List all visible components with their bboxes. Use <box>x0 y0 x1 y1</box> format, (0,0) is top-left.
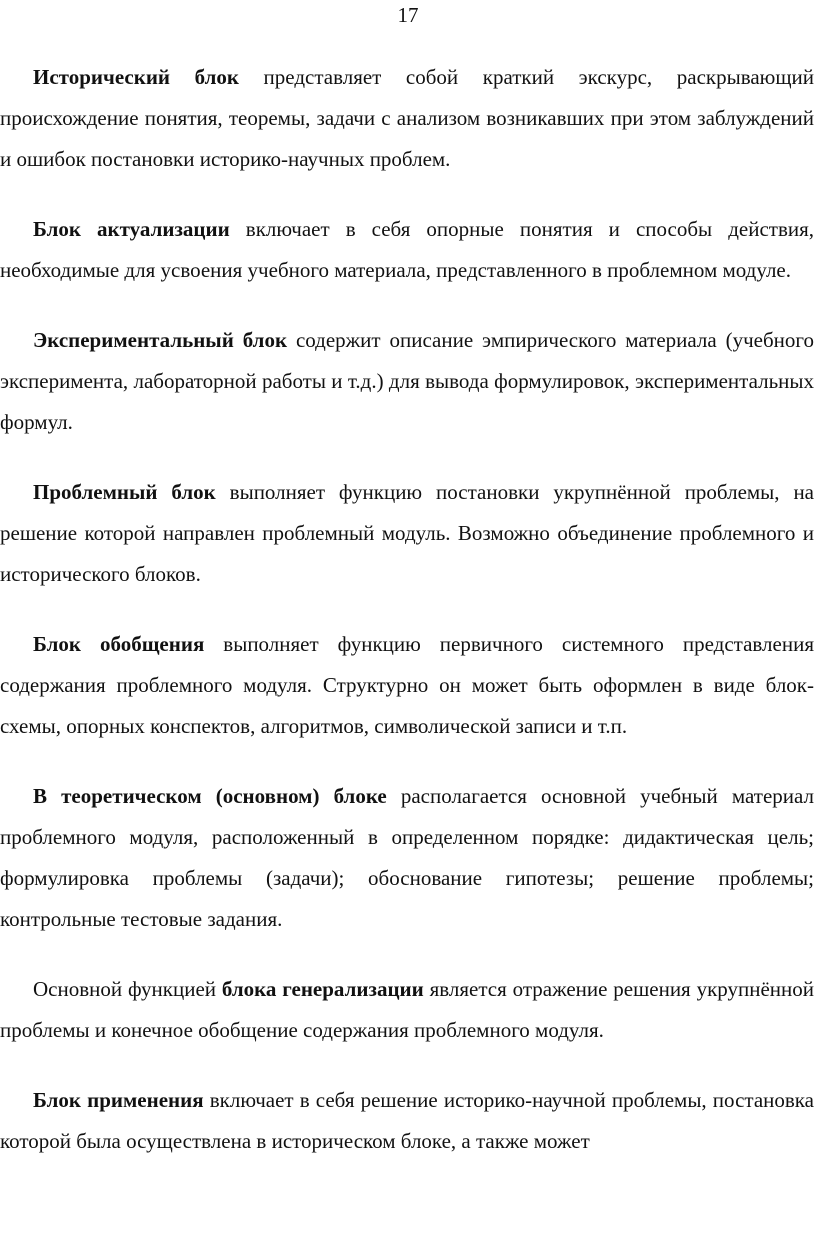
paragraph-problem-block <box>0 472 814 595</box>
paragraph-application-block <box>0 1080 814 1162</box>
paragraph-theoretical-block <box>0 776 814 940</box>
paragraph-text: содержит описание эмпирического материала (учебного эксперимента, лабораторной работы и т.д.) для вывода формулировок, экспериментальных формул. <box>0 328 814 434</box>
paragraph-lead: Основной функцией <box>33 977 222 1001</box>
paragraph-text: представляет собой краткий экскурс, раскрывающий происхождение понятия, теоремы, задачи с анализом возникавших при этом заблуждений и ошибок постановки историко-научных проблем. <box>0 65 814 171</box>
term-application-block: Блок применения <box>33 1088 204 1112</box>
paragraph-experimental-block <box>0 320 814 443</box>
paragraph-text: выполняет функцию постановки укрупнённой проблемы, на решение которой направлен проблемный модуль. Возможно объединение проблемного и исторического блоков. <box>0 480 815 586</box>
term-problem-block: Проблемный блок <box>33 480 216 504</box>
paragraph-text: является отражение решения укрупнённой проблемы и конечное обобщение содержания проблемного модуля. <box>0 977 815 1042</box>
term-generalization-block: Блок обобщения <box>33 632 205 656</box>
paragraph-text: выполняет функцию первичного системного представления содержания проблемного модуля. Структурно он может быть оформлен в виде блок-схемы, опорных конспектов, алгоритмов, символической записи и т.п. <box>0 632 814 738</box>
paragraph-generalization-function <box>0 969 814 1051</box>
term-actualization-block: Блок актуализации <box>33 217 230 241</box>
paragraph-generalization-block <box>0 624 814 747</box>
paragraph-text: включает в себя опорные понятия и способы действия, необходимые для усвоения учебного материала, представленного в проблемном модуле. <box>0 217 815 282</box>
document-body <box>0 57 814 1191</box>
paragraph-historical-block <box>0 57 814 180</box>
term-experimental-block: Экспериментальный блок <box>33 328 288 352</box>
paragraph-text: включает в себя решение историко-научной проблемы, постановка которой была осуществлена в историческом блоке, а также может <box>0 1088 814 1153</box>
paragraph-actualization-block <box>0 209 814 291</box>
term-generalization-main-block: блока генерализации <box>221 977 424 1001</box>
term-historical-block: Исторический блок <box>33 65 239 89</box>
paragraph-text: располагается основной учебный материал проблемного модуля, расположенный в определенном порядке: дидактическая цель; формулировка проблемы (задачи); обоснование гипотезы; решение проблемы; контрольные тестовые задания. <box>0 784 814 931</box>
term-theoretical-block: В теоретическом (основном) блоке <box>33 784 387 808</box>
page-number: 17 <box>397 3 419 27</box>
